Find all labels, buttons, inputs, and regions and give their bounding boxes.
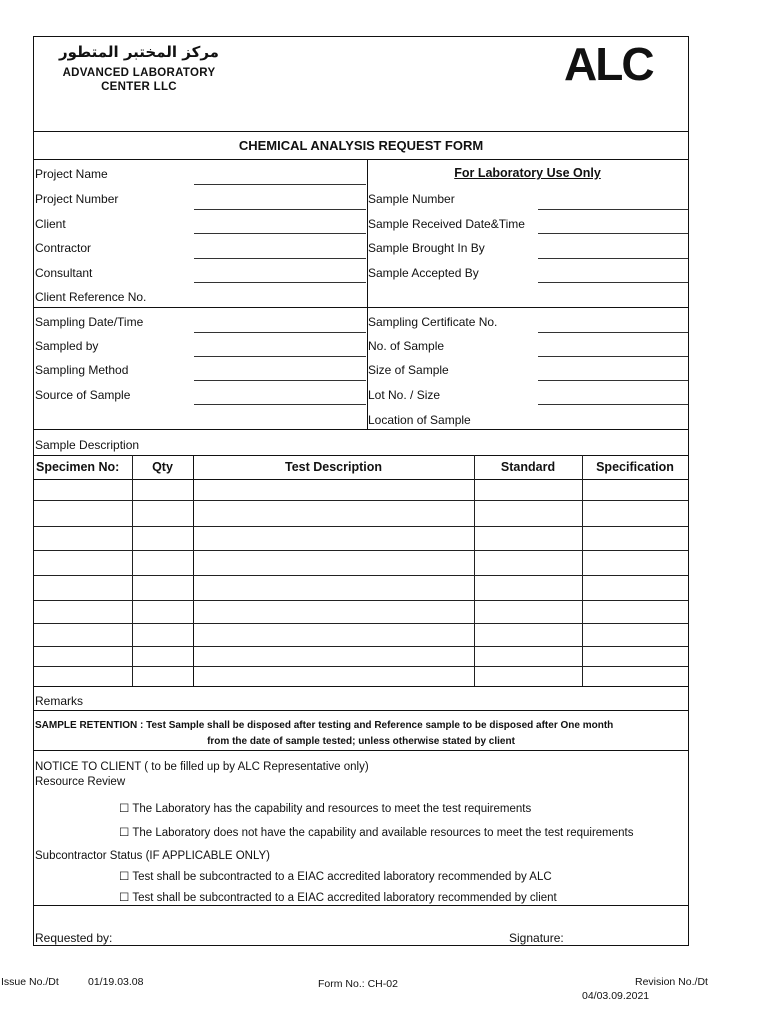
sampling-method-field[interactable] [194,380,366,381]
label-client: Client [35,217,66,231]
arabic-company-name: مركز المختبر المتطور [59,43,219,61]
sample-accepted-field[interactable] [538,282,688,283]
retention-line1: SAMPLE RETENTION : Test Sample shall be disposed after testing and Reference sample to be disposed after One month [35,720,614,731]
company-name-line1: ADVANCED LABORATORY [62,67,216,79]
contractor-field[interactable] [194,258,366,259]
sample-brought-in-field[interactable] [538,258,688,259]
label-consultant: Consultant [35,266,93,280]
checkbox-icon[interactable]: ☐ [119,827,130,839]
issue-label: Issue No./Dt [1,976,59,988]
table-row[interactable] [34,550,688,551]
issue-value: 01/19.03.08 [88,976,144,988]
signature-label: Signature: [509,931,564,945]
label-contractor: Contractor [35,241,92,255]
source-of-sample-field[interactable] [194,404,366,405]
header-specimen-no: Specimen No: [36,460,120,474]
table-row[interactable] [34,623,688,624]
project-number-field[interactable] [194,209,366,210]
no-of-sample-field[interactable] [538,356,688,357]
label-sample-description: Sample Description [35,438,140,452]
retention-line2: from the date of sample tested; unless otherwise stated by client [207,736,515,747]
lab-use-heading: For Laboratory Use Only [454,166,601,180]
label-remarks: Remarks [35,694,84,708]
alc-logo: ALC [564,38,653,90]
table-row[interactable] [34,575,688,576]
option-no-capability[interactable]: ☐ The Laboratory does not have the capability and available resources to meet the test requirements [119,827,634,839]
label-sampling-date: Sampling Date/Time [35,315,144,329]
label-sampled-by: Sampled by [35,339,99,353]
notice-title: NOTICE TO CLIENT ( to be filled up by ALC Representative only) [35,761,369,773]
request-form [33,36,689,946]
label-source-of-sample: Source of Sample [35,388,131,402]
project-name-field[interactable] [194,184,366,185]
label-sample-number: Sample Number [368,192,455,206]
option-subcontract-alc[interactable]: ☐ Test shall be subcontracted to a EIAC accredited laboratory recommended by ALC [119,871,552,883]
requested-by-label: Requested by: [35,931,113,945]
subcontractor-status-label: Subcontractor Status (IF APPLICABLE ONLY) [35,850,270,862]
checkbox-icon[interactable]: ☐ [119,803,130,815]
company-name-line2: CENTER LLC [101,81,177,93]
label-project-number: Project Number [35,192,119,206]
revision-label: Revision No./Dt [635,976,708,988]
label-project-name: Project Name [35,167,108,181]
table-row[interactable] [34,526,688,527]
label-sample-received: Sample Received Date&Time [368,217,525,231]
option-has-capability[interactable]: ☐ The Laboratory has the capability and resources to meet the test requirements [119,803,532,815]
header-specification: Specification [596,460,674,474]
option-subcontract-client[interactable]: ☐ Test shall be subcontracted to a EIAC accredited laboratory recommended by client [119,892,557,904]
checkbox-icon[interactable]: ☐ [119,892,130,904]
label-client-reference: Client Reference No. [35,290,147,304]
client-field[interactable] [194,233,366,234]
header-standard: Standard [500,460,556,474]
form-title: CHEMICAL ANALYSIS REQUEST FORM [238,138,484,153]
sampled-by-field[interactable] [194,356,366,357]
checkbox-icon[interactable]: ☐ [119,871,130,883]
sampling-date-field[interactable] [194,332,366,333]
table-row[interactable] [34,666,688,667]
label-no-of-sample: No. of Sample [368,339,445,353]
header-qty: Qty [152,460,173,474]
sample-received-field[interactable] [538,233,688,234]
table-row[interactable] [34,500,688,501]
lot-no-size-field[interactable] [538,404,688,405]
label-location-of-sample: Location of Sample [368,413,471,427]
form-number: Form No.: CH-02 [318,978,398,990]
resource-review-label: Resource Review [35,776,126,788]
sampling-certificate-field[interactable] [538,332,688,333]
revision-value: 04/03.09.2021 [582,990,650,999]
header-test-description: Test Description [284,460,382,474]
table-row[interactable] [34,646,688,647]
label-sampling-method: Sampling Method [35,363,129,377]
sample-number-field[interactable] [538,209,688,210]
size-of-sample-field[interactable] [538,380,688,381]
table-row[interactable] [34,600,688,601]
consultant-field[interactable] [194,282,366,283]
label-sample-accepted: Sample Accepted By [368,266,479,280]
label-size-of-sample: Size of Sample [368,363,449,377]
label-sampling-certificate: Sampling Certificate No. [368,315,498,329]
label-lot-no-size: Lot No. / Size [368,388,441,402]
label-sample-brought-in: Sample Brought In By [368,241,485,255]
